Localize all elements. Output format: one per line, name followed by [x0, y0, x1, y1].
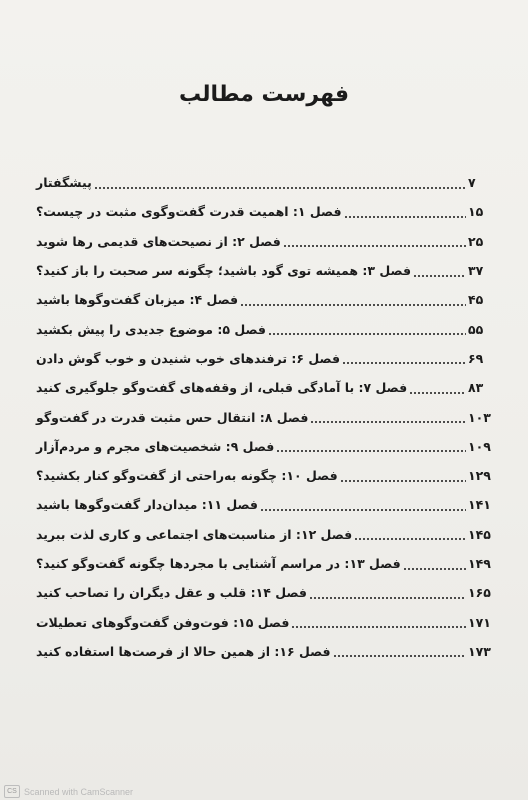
camscanner-watermark [4, 785, 133, 798]
camscanner-logo-icon: CS [4, 785, 20, 798]
dot-leader [260, 498, 466, 512]
toc-page-number: ۱۴۵ [468, 526, 491, 542]
dot-leader [291, 615, 466, 629]
toc-entry-title: پیشگفتار [36, 175, 92, 191]
toc-page-number: ۵۵ [468, 321, 484, 337]
dot-leader [276, 439, 466, 453]
toc-page-number: ۱۶۵ [468, 585, 491, 601]
toc-entry [34, 168, 498, 197]
toc-entry-title: فصل ۱۰: چگونه به‌راحتی از گفت‌وگو کنار بکشید؟ [36, 468, 338, 484]
toc-page-number: ۲۵ [468, 233, 484, 249]
dot-leader [354, 527, 466, 541]
toc-page-number: ۱۷۱ [468, 614, 491, 630]
toc-entry-title: فصل ۱۵: فوت‌وفن گفت‌وگوهای تعطیلات [36, 614, 290, 630]
toc-entry-title: فصل ۲: از نصیحت‌های قدیمی رها شوید [36, 233, 281, 249]
toc-entry [34, 373, 498, 402]
toc-entry [34, 285, 498, 314]
toc-entry [34, 578, 498, 607]
dot-leader [413, 264, 466, 278]
toc-entry-title: فصل ۷: با آمادگی قبلی، از وقفه‌های گفت‌وگو جلوگیری کنید [36, 380, 408, 396]
toc-entry-title: فصل ۹: شخصیت‌های مجرم و مردم‌آزار [36, 438, 275, 454]
toc-page-number: ۸۳ [468, 380, 484, 396]
toc-entry-title: فصل ۱۱: میدان‌دار گفت‌وگوها باشید [36, 497, 258, 513]
dot-leader [268, 322, 466, 336]
toc-page-number: ۷ [468, 175, 476, 191]
toc-entry [34, 197, 498, 226]
toc-entry-title: فصل ۱۲: از مناسبت‌های اجتماعی و کاری لذت ببرید [36, 526, 353, 542]
toc-entry [34, 490, 498, 519]
toc-entry [34, 520, 498, 549]
toc-entry-title: فصل ۱۴: قلب و عقل دیگران را تصاحب کنید [36, 585, 307, 601]
dot-leader [240, 293, 466, 307]
toc-title: فهرست مطالب [178, 82, 350, 107]
toc-entry [34, 344, 498, 373]
toc-page-number: ۱۲۹ [468, 468, 491, 484]
toc-page-number: ۱۴۹ [468, 556, 491, 571]
toc-entry-title: فصل ۵: موضوع جدیدی را پیش بکشید [36, 321, 266, 337]
toc-entry [34, 637, 498, 666]
toc-entry-title: فصل ۱۳: در مراسم آشنایی با مجردها چگونه گفت‌وگو کنید؟ [36, 556, 401, 571]
table-of-contents [34, 168, 498, 666]
dot-leader [342, 351, 466, 365]
toc-entry [34, 227, 498, 256]
toc-entry-title: فصل ۸: انتقال حس مثبت قدرت در گفت‌وگو [36, 409, 309, 425]
toc-entry [34, 432, 498, 461]
dot-leader [333, 644, 466, 658]
watermark-text: Scanned with CamScanner [24, 786, 134, 797]
dot-leader [403, 557, 466, 571]
toc-entry-title: فصل ۴: میزبان گفت‌وگوها باشید [36, 292, 239, 308]
toc-entry [34, 314, 498, 343]
toc-entry-title: فصل ۶: ترفندهای خوب شنیدن و خوب گوش دادن [36, 350, 341, 366]
dot-leader [310, 410, 466, 424]
toc-entry-title: فصل ۱۶: از همین حالا از فرصت‌ها استفاده کنید [36, 643, 331, 659]
toc-entry [34, 402, 498, 431]
toc-page-number: ۳۷ [468, 263, 484, 279]
dot-leader [409, 381, 466, 395]
toc-page-number: ۱۵ [468, 204, 484, 220]
toc-entry [34, 256, 498, 285]
toc-page-number: ۱۰۹ [468, 438, 491, 454]
dot-leader [340, 469, 466, 483]
dot-leader [94, 176, 466, 190]
toc-entry [34, 461, 498, 490]
toc-entry-title: فصل ۱: اهمیت قدرت گفت‌وگوی مثبت در چیست؟ [36, 204, 342, 220]
dot-leader [283, 234, 466, 248]
toc-entry [34, 607, 498, 636]
toc-page-number: ۱۰۳ [468, 409, 491, 425]
toc-page-number: ۶۹ [468, 350, 484, 366]
dot-leader [344, 205, 466, 219]
toc-page-number: ۱۴۱ [468, 497, 491, 513]
toc-page-number: ۴۵ [468, 292, 484, 308]
toc-entry-title: فصل ۳: همیشه توی گود باشید؛ چگونه سر صحبت را باز کنید؟ [36, 263, 412, 279]
toc-entry [34, 549, 498, 578]
dot-leader [309, 586, 466, 600]
toc-page-number: ۱۷۳ [468, 643, 491, 659]
